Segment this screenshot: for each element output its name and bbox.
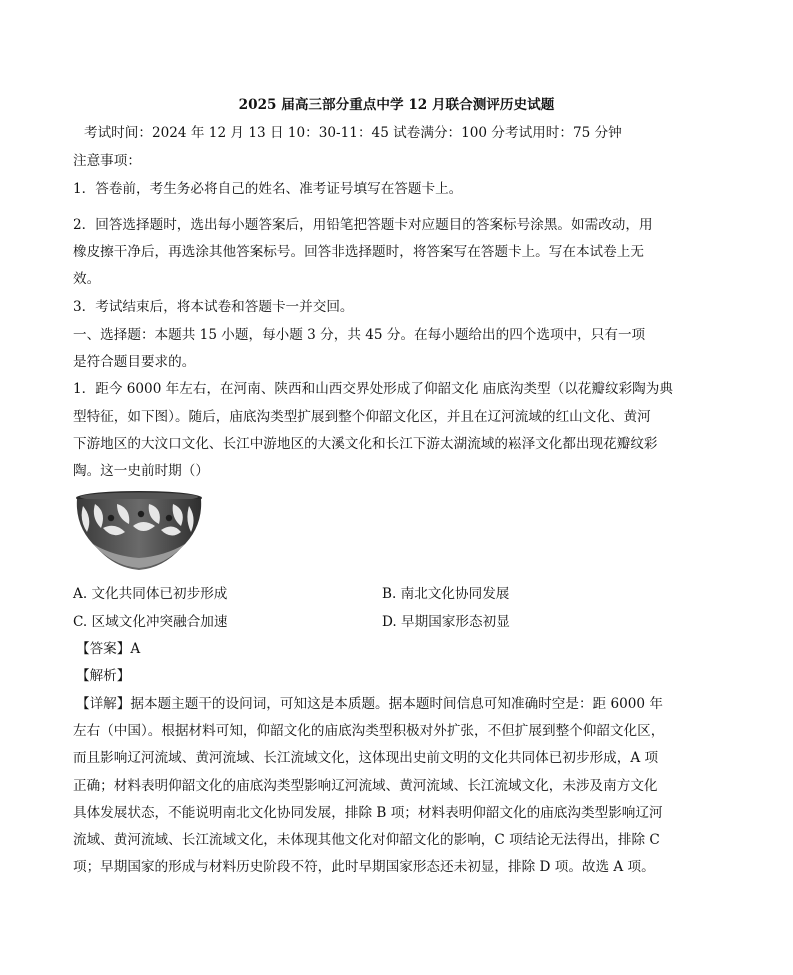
question-1-line-4: 陶。这一史前时期（）: [73, 463, 209, 479]
exam-title: 2025 届高三部分重点中学 12 月联合测评历史试题: [238, 97, 555, 113]
exam-info: 考试时间：2024 年 12 月 13 日 10：30-11：45 试卷满分：100 分考试用时：75 分钟: [84, 125, 622, 141]
notice-3: 3．考试结束后，将本试卷和答题卡一并交回。: [73, 299, 354, 315]
detail-line-4: 正确；材料表明仰韶文化的庙底沟类型影响辽河流域、黄河流域、长江流域文化，未涉及南方文化: [73, 778, 658, 794]
notice-1: 1．答卷前，考生务必将自己的姓名、准考证号填写在答题卡上。: [73, 181, 463, 197]
detail-line-3: 而且影响辽河流域、黄河流域、长江流域文化，这体现出史前文明的文化共同体已初步形成，A 项: [73, 750, 659, 766]
question-1-line-3: 下游地区的大汶口文化、长江中游地区的大溪文化和长江下游太湖流域的崧泽文化都出现花瓣纹彩: [73, 436, 658, 452]
section-heading-line-1: 一、选择题：本题共 15 小题，每小题 3 分，共 45 分。在每小题给出的四个选项中，只有一项: [73, 327, 646, 343]
question-1-line-1: 1．距今 6000 年左右，在河南、陕西和山西交界处形成了仰韶文化 庙底沟类型（以花瓣纹彩陶为典: [73, 381, 673, 397]
option-d: D. 早期国家形态初显: [382, 614, 510, 630]
detail-line-1: 【详解】据本题主题干的设问词，可知这是本质题。据本题时间信息可知准确时空是：距 6000 年: [76, 696, 663, 712]
option-b: B. 南北文化协同发展: [382, 586, 510, 602]
painted-pottery-image: [73, 488, 205, 576]
notice-2-line-2: 橡皮擦干净后，再选涂其他答案标号。回答非选择题时，将答案写在答题卡上。写在本试卷上无: [73, 244, 644, 260]
detail-line-2: 左右（中国）。根据材料可知，仰韶文化的庙底沟类型积极对外扩张，不但扩展到整个仰韶文化区，: [73, 723, 665, 739]
option-a: A. 文化共同体已初步形成: [73, 586, 228, 602]
question-1-line-2: 型特征，如下图）。随后，庙底沟类型扩展到整个仰韶文化区，并且在辽河流域的红山文化、黄河: [73, 409, 651, 425]
notice-2-line-3: 效。: [73, 271, 101, 287]
section-heading-line-2: 是符合题目要求的。: [73, 354, 196, 370]
option-c: C. 区域文化冲突融合加速: [73, 614, 228, 630]
answer-label: 【答案】A: [76, 641, 141, 657]
detail-line-5: 具体发展状态，不能说明南北文化协同发展，排除 B 项；材料表明仰韶文化的庙底沟类型影响辽河: [73, 805, 663, 821]
detail-line-7: 项；早期国家的形成与材料历史阶段不符，此时早期国家形态还未初显，排除 D 项。故选 A 项。: [73, 859, 655, 875]
notice-heading: 注意事项：: [73, 153, 141, 169]
notice-2-line-1: 2．回答选择题时，选出每小题答案后，用铅笔把答题卡对应题目的答案标号涂黑。如需改动，用: [73, 217, 653, 233]
detail-line-6: 流域、黄河流域、长江流域文化，未体现其他文化对仰韶文化的影响，C 项结论无法得出，排除 C: [73, 832, 660, 848]
analysis-label: 【解析】: [76, 668, 131, 684]
